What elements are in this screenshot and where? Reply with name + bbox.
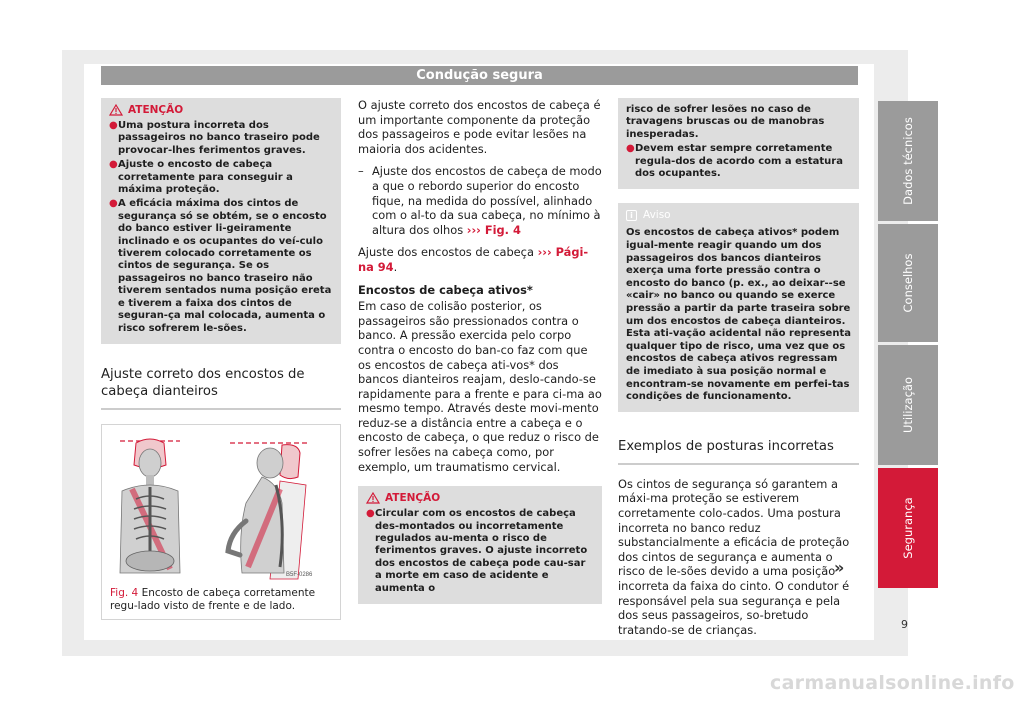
- warning-box: [101, 98, 341, 344]
- tab-label: Segurança: [901, 497, 915, 559]
- figure-reference-link[interactable]: ››› Fig. 4: [466, 222, 521, 237]
- warning-box-continued: [618, 98, 859, 189]
- tab-label: Utilização: [901, 376, 915, 434]
- warning-item-text: Circular com os encostos de cabeça des-montados ou incorretamente regulados au-menta o risco de ferimentos graves. O ajuste incorreto dos encostos de cabeça pode cau-sar a morte em caso de acidente e aumenta o: [375, 508, 588, 594]
- warning-continued-text: risco de sofrer lesões no caso de travagens bruscas ou de manobras inesperadas.: [626, 104, 825, 140]
- chapter-header: Condução segura: [101, 66, 858, 85]
- note-box: [618, 203, 859, 411]
- watermark: carmanualsonline.info: [770, 672, 1015, 694]
- warning-item-text: Devem estar sempre corretamente regula-dos de acordo com a estatura dos ocupantes.: [635, 143, 843, 180]
- dash-marker: –: [358, 164, 364, 179]
- note-text: Os encostos de cabeça ativos* podem igual-mente reagir quando um dos passageiros dos bancos dianteiros exerça uma forte pressão contra o encosto do banco (p. ex., ao deixar--se «cair» no banco ou quando se exerce pressão a partir da parte traseira sobre um dos encostos de cabeça dianteiros. Esta ati-vação acidental não representa qualquer tipo de risco, uma vez que os encostos de cabeça ativos regressam de imediato à sua posição normal e encontram-se novamente em perfei-tas condições de funcionamento.: [626, 227, 851, 403]
- warning-item: [109, 159, 333, 196]
- column-middle: [358, 98, 602, 604]
- tab-dados-tecnicos[interactable]: [878, 101, 938, 221]
- bullet: ●: [109, 198, 118, 210]
- page-reference-link[interactable]: ››› Pági-na 94: [358, 245, 589, 274]
- warning-item: [626, 143, 851, 180]
- column-left: [101, 98, 341, 620]
- tab-utilizacao[interactable]: [878, 345, 938, 465]
- tab-label: Dados técnicos: [901, 117, 915, 205]
- continue-marker: »: [834, 558, 845, 577]
- note-title-text: Aviso: [643, 209, 671, 222]
- paragraph: Em caso de colisão posterior, os passageiros são pressionados contra o banco. A pressão exercida pelo corpo contra o encosto do ban-co faz com que os encostos de cabeça ati-vos* dos bancos dianteiros reajam, deslo-cando-se rapidamente para a frente e para ci-ma ao mesmo tempo. Através deste movi-mento reduz-se a distância entre a cabeça e o encosto de cabeça, o que reduz o risco de sofrer lesões na cabeça como, por exemplo, um traumatismo cervical.: [358, 299, 602, 474]
- info-icon: i: [626, 210, 637, 221]
- warning-item-text: A eficácia máxima dos cintos de segurança só se obtém, se o encosto do banco estiver li-geiramente inclinado e os ocupantes do veí-culo tiverem colocado corretamente os cintos de segurança. Se os passageiros no banco traseiro não tiverem sentados numa posição ereta e tiverem a faixa dos cintos de seguran-ça mal colocada, aumenta o risco sofrerem le-sões.: [118, 198, 332, 334]
- tab-conselhos[interactable]: [878, 224, 938, 342]
- tab-label: Conselhos: [901, 253, 915, 313]
- section-title: Exemplos de posturas incorretas: [618, 438, 859, 465]
- bullet: ●: [109, 120, 118, 131]
- tab-seguranca[interactable]: [878, 468, 938, 588]
- figure-4: [101, 424, 341, 620]
- column-right: [618, 98, 859, 645]
- paragraph: [358, 245, 602, 274]
- warning-item: [366, 508, 594, 595]
- bullet: ●: [626, 143, 635, 155]
- paragraph-text: Ajuste dos encostos de cabeça: [358, 245, 534, 260]
- warning-title-text: ATENÇÃO: [128, 104, 184, 116]
- note-title: [626, 209, 851, 221]
- paragraph-end: .: [393, 259, 398, 274]
- figure-caption: [110, 587, 332, 613]
- paragraph: O ajuste correto dos encostos de cabeça é um importante componente da proteção dos passageiros e pode evitar lesões na maioria dos acidentes.: [358, 98, 601, 156]
- bullet: ●: [109, 159, 118, 171]
- warning-item: [109, 120, 333, 157]
- instruction-text: Ajuste dos encostos de cabeça de modo a que o rebordo superior do encosto fique, na medida do possível, alinhado com o al-to da sua cabeça, no mínimo à altura dos olhos: [372, 164, 602, 237]
- warning-title: [109, 104, 333, 116]
- page-number: 9: [901, 618, 908, 631]
- warning-triangle-icon: [366, 492, 380, 504]
- figure-code: B5F-0286: [286, 571, 313, 578]
- paragraph: Os cintos de segurança só garantem a máxi-ma proteção se estiverem corretamente colo-cados. Uma postura incorreta no banco reduz substancialmente a eficácia de proteção dos cintos de segurança e aumenta o risco de le-sões devido a uma posição incorreta da faixa do cinto. O condutor é responsável pela sua segurança e pela dos seus passageiros, so-bretudo tratando-se de crianças.: [618, 476, 850, 637]
- warning-title-text: ATENÇÃO: [385, 492, 441, 505]
- warning-item-text: Uma postura incorreta dos passageiros no banco traseiro pode provocar-lhes ferimentos graves.: [118, 120, 320, 156]
- section-title: Ajuste correto dos encostos de cabeça dianteiros: [101, 366, 341, 410]
- warning-title: [366, 492, 594, 504]
- subheading: Encostos de cabeça ativos*: [358, 282, 533, 297]
- warning-box: [358, 486, 602, 604]
- warning-triangle-icon: [109, 104, 123, 116]
- figure-label: Fig. 4: [110, 586, 139, 599]
- instruction-item: [358, 164, 602, 237]
- warning-item: [109, 198, 333, 334]
- figure-caption-text: Encosto de cabeça corretamente regu-lado visto de frente e de lado.: [110, 586, 316, 612]
- bullet: ●: [366, 508, 375, 520]
- chapter-tabs: [878, 101, 938, 591]
- warning-item-text: Ajuste o encosto de cabeça corretamente para conseguir a máxima proteção.: [118, 159, 293, 196]
- headrest-illustration: [110, 433, 332, 583]
